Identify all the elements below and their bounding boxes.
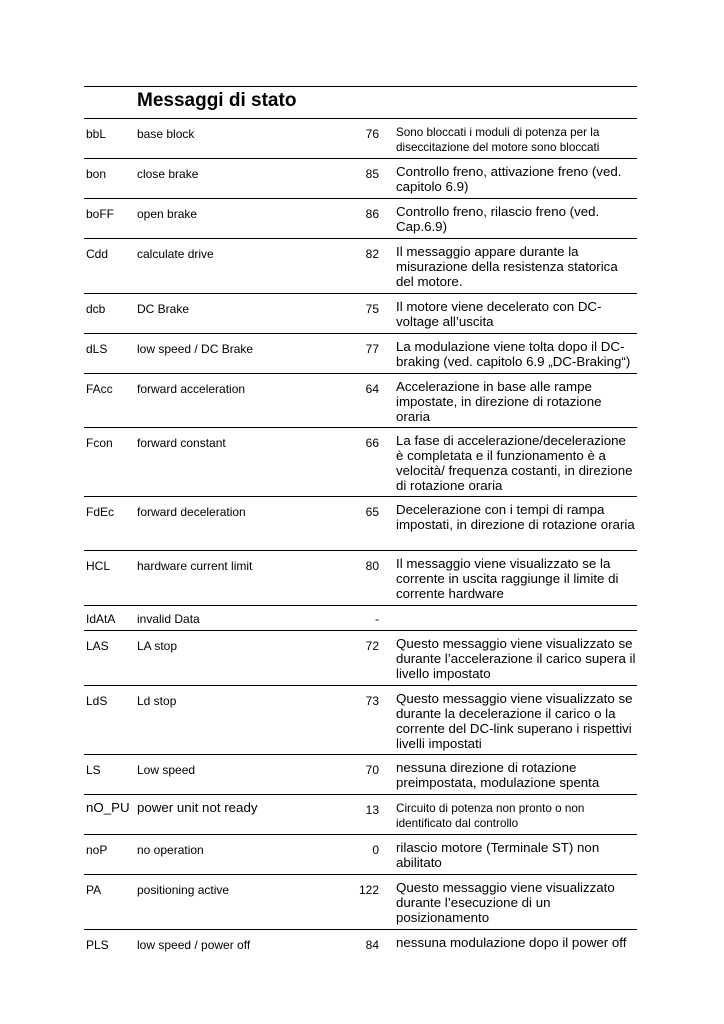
row-description: nessuna direzione di rotazione preimpostata, modulazione spenta <box>396 760 600 790</box>
row-description: Questo messaggio viene visualizzato se durante l’accelerazione il carico supera il livello impostato <box>396 636 636 681</box>
row-code: IdAtA <box>86 612 116 626</box>
row-value: 13 <box>365 803 379 817</box>
table-row <box>84 119 637 159</box>
row-code: PA <box>86 883 102 897</box>
row-code: LS <box>86 763 101 777</box>
table-row <box>84 334 637 374</box>
row-description: Questo messaggio viene visualizzato durante l’esecuzione di un posizionamento <box>396 880 615 925</box>
row-code: nO_PU <box>86 800 130 815</box>
row-code: dLS <box>86 342 108 356</box>
table-row <box>84 686 637 755</box>
row-name: DC Brake <box>137 302 190 316</box>
row-code: bbL <box>86 127 107 141</box>
table-row <box>84 497 637 551</box>
row-value: 66 <box>365 436 379 450</box>
row-value: 64 <box>365 382 379 396</box>
row-code: PLS <box>86 938 109 952</box>
table-row <box>84 795 637 835</box>
row-value: 122 <box>358 883 379 897</box>
row-description: rilascio motore (Terminale ST) non abilitato <box>396 840 600 870</box>
row-code: boFF <box>86 207 115 221</box>
row-description: Il motore viene decelerato con DC-voltage all’uscita <box>396 299 602 329</box>
row-name: no operation <box>137 843 204 857</box>
row-code: FdEc <box>86 505 115 519</box>
row-value: 77 <box>365 342 379 356</box>
row-value: 85 <box>365 167 379 181</box>
row-name: low speed / DC Brake <box>137 342 254 356</box>
row-description: La fase di accelerazione/decelerazione è completata e il funzionamento è a velocità/ frequenza costanti, in direzione di rotazione oraria <box>396 433 633 493</box>
row-description: Controllo freno, attivazione freno (ved. capitolo 6.9) <box>396 164 622 194</box>
row-code: FAcc <box>86 382 113 396</box>
row-name: hardware current limit <box>137 559 253 573</box>
row-description: Decelerazione con i tempi di rampa impostati, in direzione di rotazione oraria <box>396 502 635 532</box>
table-row <box>84 294 637 334</box>
table-row <box>84 374 637 428</box>
row-name: open brake <box>137 207 198 221</box>
row-value: 72 <box>365 639 379 653</box>
row-value: 73 <box>365 694 379 708</box>
row-description: Il messaggio appare durante la misurazione della resistenza statorica del motore. <box>396 244 618 289</box>
row-value: - <box>375 612 379 626</box>
row-description: Sono bloccati i moduli di potenza per la diseccitazione del motore sono bloccati <box>396 126 600 154</box>
row-value: 75 <box>365 302 379 316</box>
row-value: 82 <box>365 247 379 261</box>
row-value: 86 <box>365 207 379 221</box>
table-row <box>84 631 637 686</box>
row-code: LAS <box>86 639 109 653</box>
row-name: LA stop <box>137 639 178 653</box>
table-row <box>84 199 637 239</box>
row-code: Fcon <box>86 436 113 450</box>
row-name: close brake <box>137 167 199 181</box>
page-title: Messaggi di stato <box>137 90 297 111</box>
row-name: Ld stop <box>137 694 177 708</box>
table-row <box>84 875 637 930</box>
table-row <box>84 551 637 606</box>
row-code: LdS <box>86 694 108 708</box>
row-value: 0 <box>372 843 379 857</box>
row-name: forward deceleration <box>137 505 246 519</box>
row-description: Controllo freno, rilascio freno (ved. Cap.6.9) <box>396 204 600 234</box>
row-description: Questo messaggio viene visualizzato se durante la decelerazione il carico o la corrente del DC-link superano i rispettivi livelli impostati <box>396 691 633 751</box>
row-code: Cdd <box>86 247 109 261</box>
row-code: noP <box>86 843 108 857</box>
table-row <box>84 835 637 875</box>
row-value: 76 <box>365 127 379 141</box>
row-name: forward acceleration <box>137 382 246 396</box>
row-code: bon <box>86 167 107 181</box>
row-description: nessuna modulazione dopo il power off <box>396 935 627 950</box>
table-row <box>84 606 637 631</box>
table-header <box>84 87 637 119</box>
row-description: Circuito di potenza non pronto o non identificato dal controllo <box>396 802 585 830</box>
row-name: forward constant <box>137 436 226 450</box>
row-description: La modulazione viene tolta dopo il DC-braking (ved. capitolo 6.9 „DC-Braking“) <box>396 339 631 369</box>
row-value: 65 <box>365 505 379 519</box>
row-name: positioning active <box>137 883 230 897</box>
row-name: low speed / power off <box>137 938 251 952</box>
row-name: base block <box>137 127 195 141</box>
row-code: dcb <box>86 302 106 316</box>
row-description <box>396 606 636 611</box>
row-value: 70 <box>365 763 379 777</box>
row-code: HCL <box>86 559 111 573</box>
row-name: invalid Data <box>137 612 200 626</box>
row-description: Accelerazione in base alle rampe impostate, in direzione di rotazione oraria <box>396 379 602 424</box>
row-description: Il messaggio viene visualizzato se la corrente in uscita raggiunge il limite di corrente hardware <box>396 556 619 601</box>
row-name: calculate drive <box>137 247 214 261</box>
row-value: 84 <box>365 938 379 952</box>
table-row <box>84 428 637 497</box>
status-messages-table <box>84 86 637 960</box>
row-value: 80 <box>365 559 379 573</box>
table-row <box>84 159 637 199</box>
table-row <box>84 239 637 294</box>
row-name: Low speed <box>137 763 196 777</box>
table-row <box>84 755 637 795</box>
table-row <box>84 930 637 960</box>
row-name: power unit not ready <box>137 800 258 815</box>
